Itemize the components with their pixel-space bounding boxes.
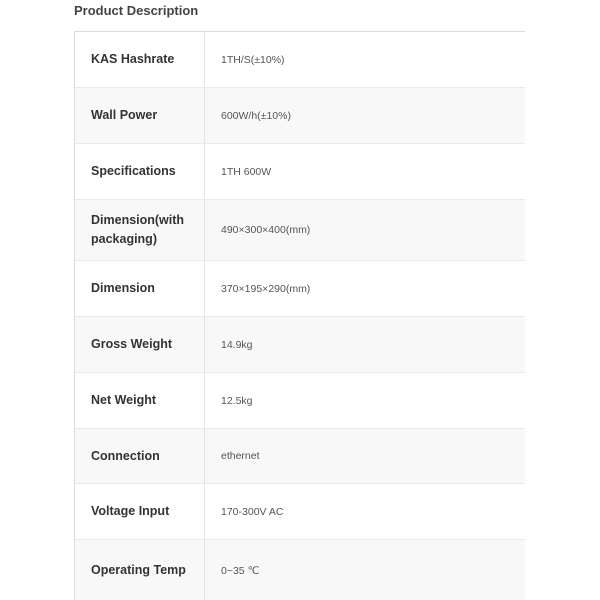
- section-title: Product Description: [74, 3, 199, 18]
- spec-label: Operating Temp: [75, 540, 205, 600]
- spec-value: 370×195×290(mm): [221, 282, 311, 295]
- spec-label: Voltage Input: [75, 484, 205, 539]
- spec-value: 14.9kg: [221, 338, 253, 351]
- spec-label: Gross Weight: [75, 317, 205, 372]
- spec-row-operating-temp: [75, 540, 525, 600]
- spec-value: 600W/h(±10%): [221, 109, 291, 122]
- spec-value: ethernet: [221, 450, 260, 462]
- spec-label: Net Weight: [75, 373, 205, 428]
- spec-row-net-weight: [75, 373, 525, 429]
- spec-table: [74, 31, 525, 600]
- spec-row-voltage-input: [75, 484, 525, 540]
- spec-row-connection: [75, 429, 525, 484]
- spec-value: 1TH 600W: [221, 165, 272, 178]
- spec-label: Specifications: [75, 144, 205, 199]
- spec-label: Dimension: [75, 261, 205, 316]
- spec-value: 170-300V AC: [221, 505, 284, 518]
- spec-value: 490×300×400(mm): [221, 224, 311, 236]
- spec-value: 12.5kg: [221, 394, 253, 407]
- spec-label: Dimension(with packaging): [75, 200, 205, 260]
- spec-row-dimension-with-packaging: [75, 200, 525, 261]
- spec-label: Connection: [75, 429, 205, 483]
- spec-row-gross-weight: [75, 317, 525, 373]
- spec-row-specifications: [75, 144, 525, 200]
- spec-row-wall-power: [75, 88, 525, 144]
- spec-label: Wall Power: [75, 88, 205, 143]
- spec-value: 1TH/S(±10%): [221, 53, 285, 66]
- spec-value: 0~35 ℃: [221, 564, 260, 577]
- spec-row-dimension: [75, 261, 525, 317]
- spec-label: KAS Hashrate: [75, 32, 205, 87]
- spec-row-kas-hashrate: [75, 32, 525, 88]
